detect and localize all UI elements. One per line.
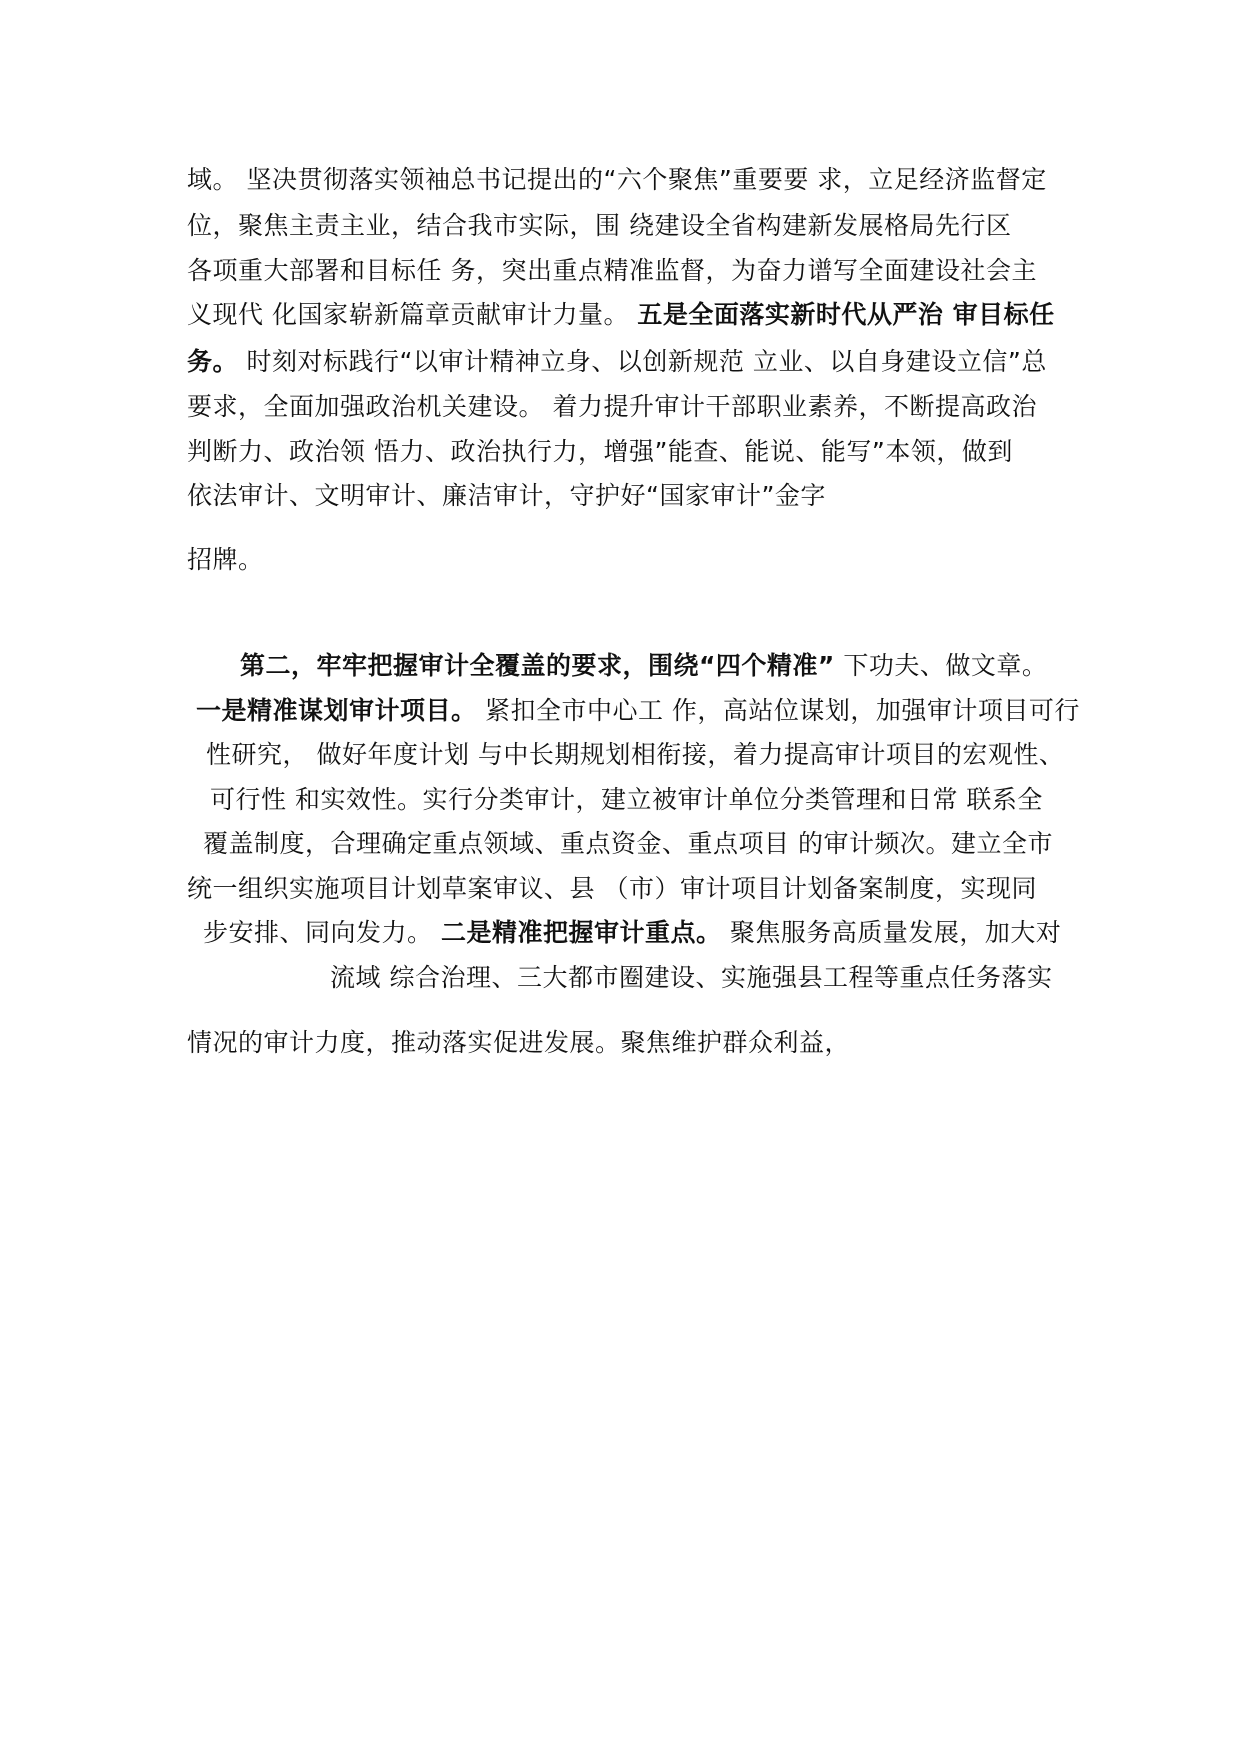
text-line <box>187 545 264 575</box>
text-run: 要求，全面加强政治机关建设。 着力提升审计干部职业素养，不断提高政治 <box>187 392 1037 421</box>
text-run-bold: 第二，牢牢把握审计全覆盖的要求，围绕“四个精准” <box>240 651 835 680</box>
text-run: 情况的审计力度，推动落实促进发展。聚焦维护群众利益， <box>187 1028 851 1057</box>
text-run: 性研究， 做好年度计划 与中长期规划相衔接，着力提高审计项目的宏观性、 <box>206 740 1065 769</box>
text-line <box>203 829 1053 859</box>
text-run: 各项重大部署和目标任 务，突出重点精准监督，为奋力谱写全面建设社会主 <box>187 256 1037 285</box>
text-line <box>187 392 1037 422</box>
text-run-bold: 一是精准谋划审计项目。 <box>196 696 477 725</box>
text-run: 步安排、同向发力。 <box>203 918 441 947</box>
text-run-bold: 五是全面落实新时代从严治 审目标任 <box>637 300 1055 329</box>
text-run: 聚焦服务高质量发展，加大对 <box>721 918 1062 947</box>
text-run: 紧扣全市中心工 作，高站位谋划，加强审计项目可行 <box>476 696 1080 725</box>
text-line <box>187 874 1037 904</box>
text-run: 招牌。 <box>187 545 264 574</box>
text-run: 义现代 化国家崭新篇章贡献审计力量。 <box>187 300 638 329</box>
text-line <box>187 437 1013 467</box>
text-run: 可行性 和实效性。实行分类审计，建立被审计单位分类管理和日常 联系全 <box>210 785 1043 814</box>
text-line <box>210 785 1043 815</box>
text-line <box>187 347 1047 377</box>
text-line <box>187 256 1037 286</box>
text-line <box>330 963 1052 993</box>
text-run: 位，聚焦主责主业，结合我市实际，围 绕建设全省构建新发展格局先行区 <box>187 211 1012 240</box>
text-run: 依法审计、文明审计、廉洁审计，守护好“国家审计”金字 <box>187 481 826 510</box>
text-run: 判断力、政治领 悟力、政治执行力，增强”能查、能说、能写”本领，做到 <box>187 437 1013 466</box>
text-line <box>203 918 1061 948</box>
text-line <box>187 300 1055 330</box>
text-run-bold: 务。 <box>187 347 239 376</box>
text-line <box>196 696 1080 726</box>
text-line <box>187 1028 850 1058</box>
text-run: 域。 坚决贯彻落实领袖总书记提出的“六个聚焦”重要要 求，立足经济监督定 <box>187 165 1047 194</box>
text-run: 统一组织实施项目计划草案审议、县 （市）审计项目计划备案制度，实现同 <box>187 874 1037 903</box>
text-run: 时刻对标践行“以审计精神立身、以创新规范 立业、以自身建设立信”总 <box>238 347 1047 376</box>
text-run: 下功夫、做文章。 <box>834 651 1048 680</box>
text-line <box>206 740 1064 770</box>
text-line <box>187 481 826 511</box>
text-line <box>187 211 1011 241</box>
text-run: 覆盖制度，合理确定重点领域、重点资金、重点项目 的审计频次。建立全市 <box>203 829 1053 858</box>
text-run: 流域 综合治理、三大都市圈建设、实施强县工程等重点任务落实 <box>330 963 1053 992</box>
text-line <box>240 651 1047 681</box>
text-line <box>187 165 1047 195</box>
text-run-bold: 二是精准把握审计重点。 <box>440 918 722 947</box>
